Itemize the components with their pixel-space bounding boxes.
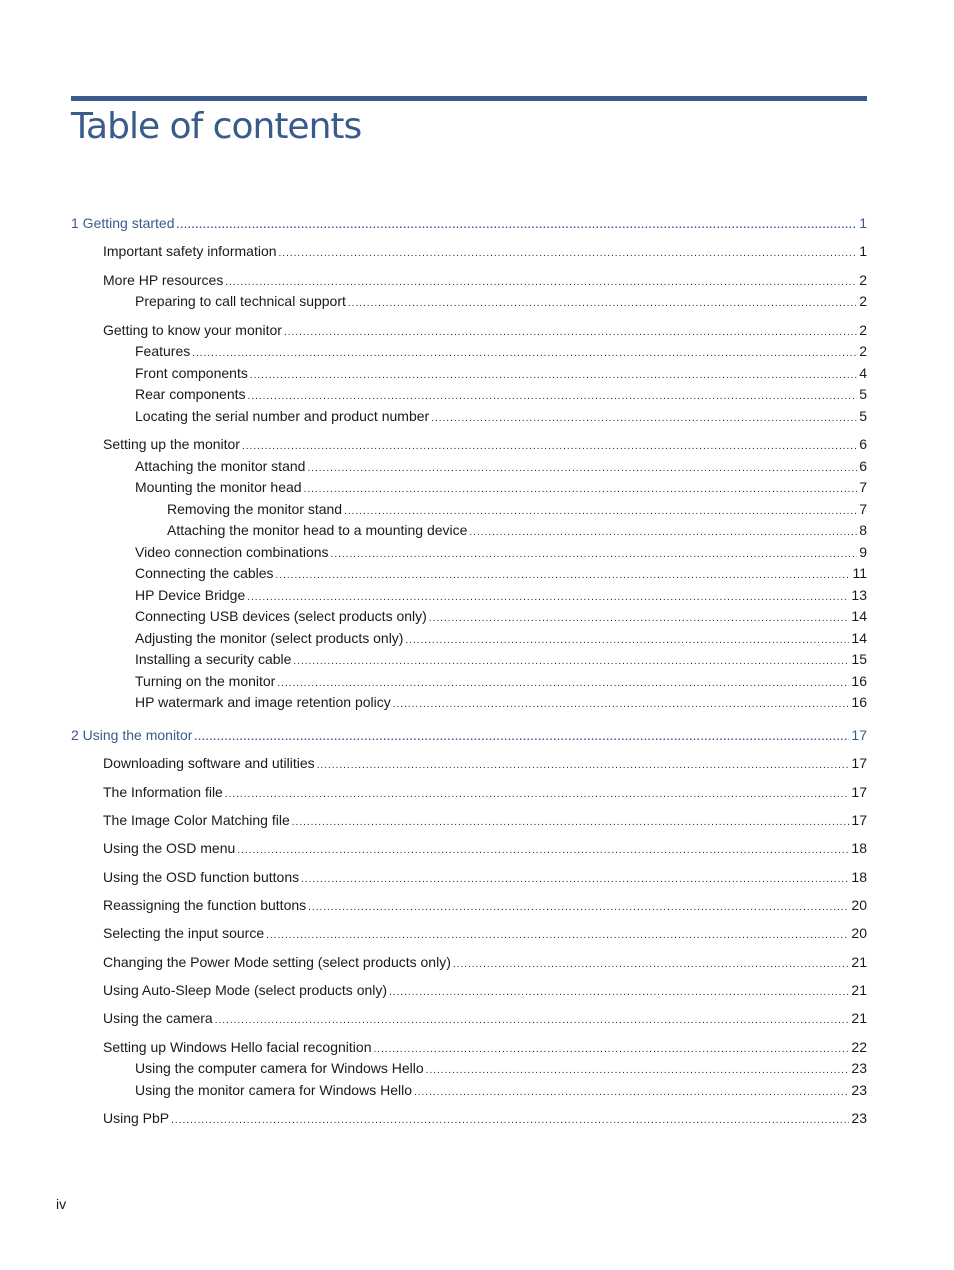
toc-entry[interactable] [103,810,867,830]
dot-leader [405,631,849,651]
dot-leader [171,1111,849,1131]
page-number: iv [56,1196,67,1212]
toc-entry-page: 20 [851,925,867,941]
toc-entry-label: Front components [135,365,248,381]
toc-entry-page: 6 [859,436,867,452]
toc-entry-page: 21 [851,954,867,970]
toc-entry-label: Locating the serial number and product number [135,408,430,424]
toc-entry[interactable] [103,838,867,858]
toc-entry-page: 8 [859,522,867,538]
toc-entry-label: Using the OSD function buttons [103,869,300,885]
toc-entry-page: 5 [859,386,867,402]
toc-entry-label: Turning on the monitor [135,673,276,689]
toc-entry-page: 7 [859,479,867,495]
dot-leader [426,1061,850,1081]
dot-leader [469,523,857,543]
toc-entry-label: Changing the Power Mode setting (select products only) [103,954,451,970]
dot-leader [431,409,857,429]
toc-entry[interactable] [103,923,867,943]
toc-entry-label: More HP resources [103,272,224,288]
dot-leader [194,728,849,748]
toc-entry[interactable] [135,1080,867,1100]
toc-entry-page: 21 [851,1010,867,1026]
toc-entry[interactable] [135,291,867,311]
toc-entry[interactable] [135,477,867,497]
toc-entry-label: Attaching the monitor stand [135,458,306,474]
dot-leader [331,545,858,565]
toc-entry-page: 18 [851,840,867,856]
toc-chapter-entry[interactable] [71,213,867,233]
toc-entry-label: 1 Getting started [71,215,175,231]
toc-entry-label: Features [135,343,191,359]
dot-leader [248,387,858,407]
toc-entry-page: 15 [851,651,867,667]
toc-entry-label: Using the OSD menu [103,840,236,856]
dot-leader [276,566,851,586]
toc-entry[interactable] [135,384,867,404]
toc-entry-label: HP Device Bridge [135,587,246,603]
toc-entry[interactable] [135,692,867,712]
dot-leader [266,926,849,946]
toc-entry-page: 20 [851,897,867,913]
toc-entry-label: Rear components [135,386,246,402]
toc-entry[interactable] [135,671,867,691]
dot-leader [192,344,857,364]
toc-entry-page: 17 [851,812,867,828]
toc-entry[interactable] [103,1108,867,1128]
toc-entry-label: Using the monitor camera for Windows Hello [135,1082,412,1098]
toc-entry[interactable] [103,1008,867,1028]
toc-entry-page: 23 [851,1060,867,1076]
toc-entry-label: Using the computer camera for Windows Hello [135,1060,424,1076]
dot-leader [292,813,850,833]
dot-leader [293,652,849,672]
toc-entry-label: Reassigning the function buttons [103,897,307,913]
toc-entry-page: 11 [852,565,867,581]
toc-entry-label: Connecting USB devices (select products only) [135,608,427,624]
toc-entry-label: Setting up Windows Hello facial recognition [103,1039,372,1055]
toc-entry-page: 7 [859,501,867,517]
toc-entry[interactable] [167,520,867,540]
toc-entry-page: 13 [851,587,867,603]
toc-entry-page: 18 [851,869,867,885]
toc-entry-label: Attaching the monitor head to a mounting device [167,522,468,538]
dot-leader [225,273,857,293]
toc-entry-page: 23 [851,1110,867,1126]
toc-entry-label: Selecting the input source [103,925,265,941]
toc-entry-page: 6 [859,458,867,474]
toc-entry-page: 1 [859,215,867,231]
toc-entry[interactable] [135,456,867,476]
toc-entry-page: 23 [851,1082,867,1098]
toc-entry[interactable] [103,320,867,340]
dot-leader [429,609,850,629]
toc-entry-label: Downloading software and utilities [103,755,315,771]
dot-leader [393,695,850,715]
toc-entry-label: 2 Using the monitor [71,727,193,743]
dot-leader [277,674,849,694]
toc-entry-label: Mounting the monitor head [135,479,302,495]
toc-entry-page: 16 [851,694,867,710]
toc-entry[interactable] [135,542,867,562]
toc-entry-page: 17 [851,784,867,800]
toc-entry-label: Using PbP [103,1110,170,1126]
toc-entry-page: 14 [851,608,867,624]
dot-leader [453,955,850,975]
dot-leader [308,898,849,918]
toc-entry[interactable] [103,241,867,261]
dot-leader [237,841,849,861]
toc-entry-label: Installing a security cable [135,651,292,667]
toc-entry-label: The Image Color Matching file [103,812,290,828]
toc-entry[interactable] [103,434,867,454]
toc-entry[interactable] [103,980,867,1000]
toc-entry-page: 4 [859,365,867,381]
toc-entry-label: Preparing to call technical support [135,293,346,309]
toc-entry[interactable] [135,1058,867,1078]
toc-entry[interactable] [103,895,867,915]
dot-leader [279,244,858,264]
dot-leader [307,459,857,479]
toc-entry-page: 22 [851,1039,867,1055]
dot-leader [344,502,857,522]
dot-leader [242,437,857,457]
toc-entry-page: 2 [859,272,867,288]
page-title: Table of contents [71,106,362,147]
toc-entry[interactable] [135,585,867,605]
dot-leader [284,323,857,343]
toc-entry-page: 2 [859,343,867,359]
toc-entry-label: Important safety information [103,243,277,259]
dot-leader [373,1040,849,1060]
toc-entry[interactable] [103,270,867,290]
toc-entry-page: 9 [859,544,867,560]
toc-entry[interactable] [103,782,867,802]
toc-entry[interactable] [135,341,867,361]
toc-entry-label: Removing the monitor stand [167,501,343,517]
dot-leader [304,480,858,500]
toc-entry-label: Connecting the cables [135,565,274,581]
dot-leader [348,294,857,314]
toc-chapter-entry[interactable] [71,725,867,745]
toc-entry[interactable] [135,406,867,426]
toc-entry[interactable] [167,499,867,519]
toc-entry-page: 14 [851,630,867,646]
toc-entry-page: 17 [851,727,867,743]
toc-entry-label: Setting up the monitor [103,436,240,452]
toc-entry-label: The Information file [103,784,223,800]
toc-entry-page: 21 [851,982,867,998]
dot-leader [389,983,849,1003]
toc-entry[interactable] [103,952,867,972]
toc-entry-label: Adjusting the monitor (select products only) [135,630,404,646]
toc-entry[interactable] [135,628,867,648]
toc-entry[interactable] [135,363,867,383]
toc-entry-label: HP watermark and image retention policy [135,694,391,710]
dot-leader [317,756,850,776]
toc-entry[interactable] [135,563,867,583]
dot-leader [215,1011,850,1031]
toc-entry-page: 2 [859,322,867,338]
toc-entry-label: Getting to know your monitor [103,322,282,338]
toc-entry-label: Video connection combinations [135,544,329,560]
dot-leader [225,785,850,805]
toc-entry[interactable] [103,753,867,773]
toc-entry-page: 17 [851,755,867,771]
toc-entry-page: 16 [851,673,867,689]
toc-entry[interactable] [135,606,867,626]
toc-entry[interactable] [135,649,867,669]
toc-entry-label: Using the camera [103,1010,213,1026]
toc-entry-page: 5 [859,408,867,424]
toc-entry[interactable] [103,1037,867,1057]
dot-leader [414,1083,849,1103]
toc-entry-page: 2 [859,293,867,309]
dot-leader [177,216,858,236]
dot-leader [247,588,849,608]
toc-entry[interactable] [103,867,867,887]
dot-leader [301,870,849,890]
dot-leader [250,366,857,386]
toc-entry-label: Using Auto-Sleep Mode (select products only) [103,982,388,998]
toc-entry-page: 1 [859,243,867,259]
